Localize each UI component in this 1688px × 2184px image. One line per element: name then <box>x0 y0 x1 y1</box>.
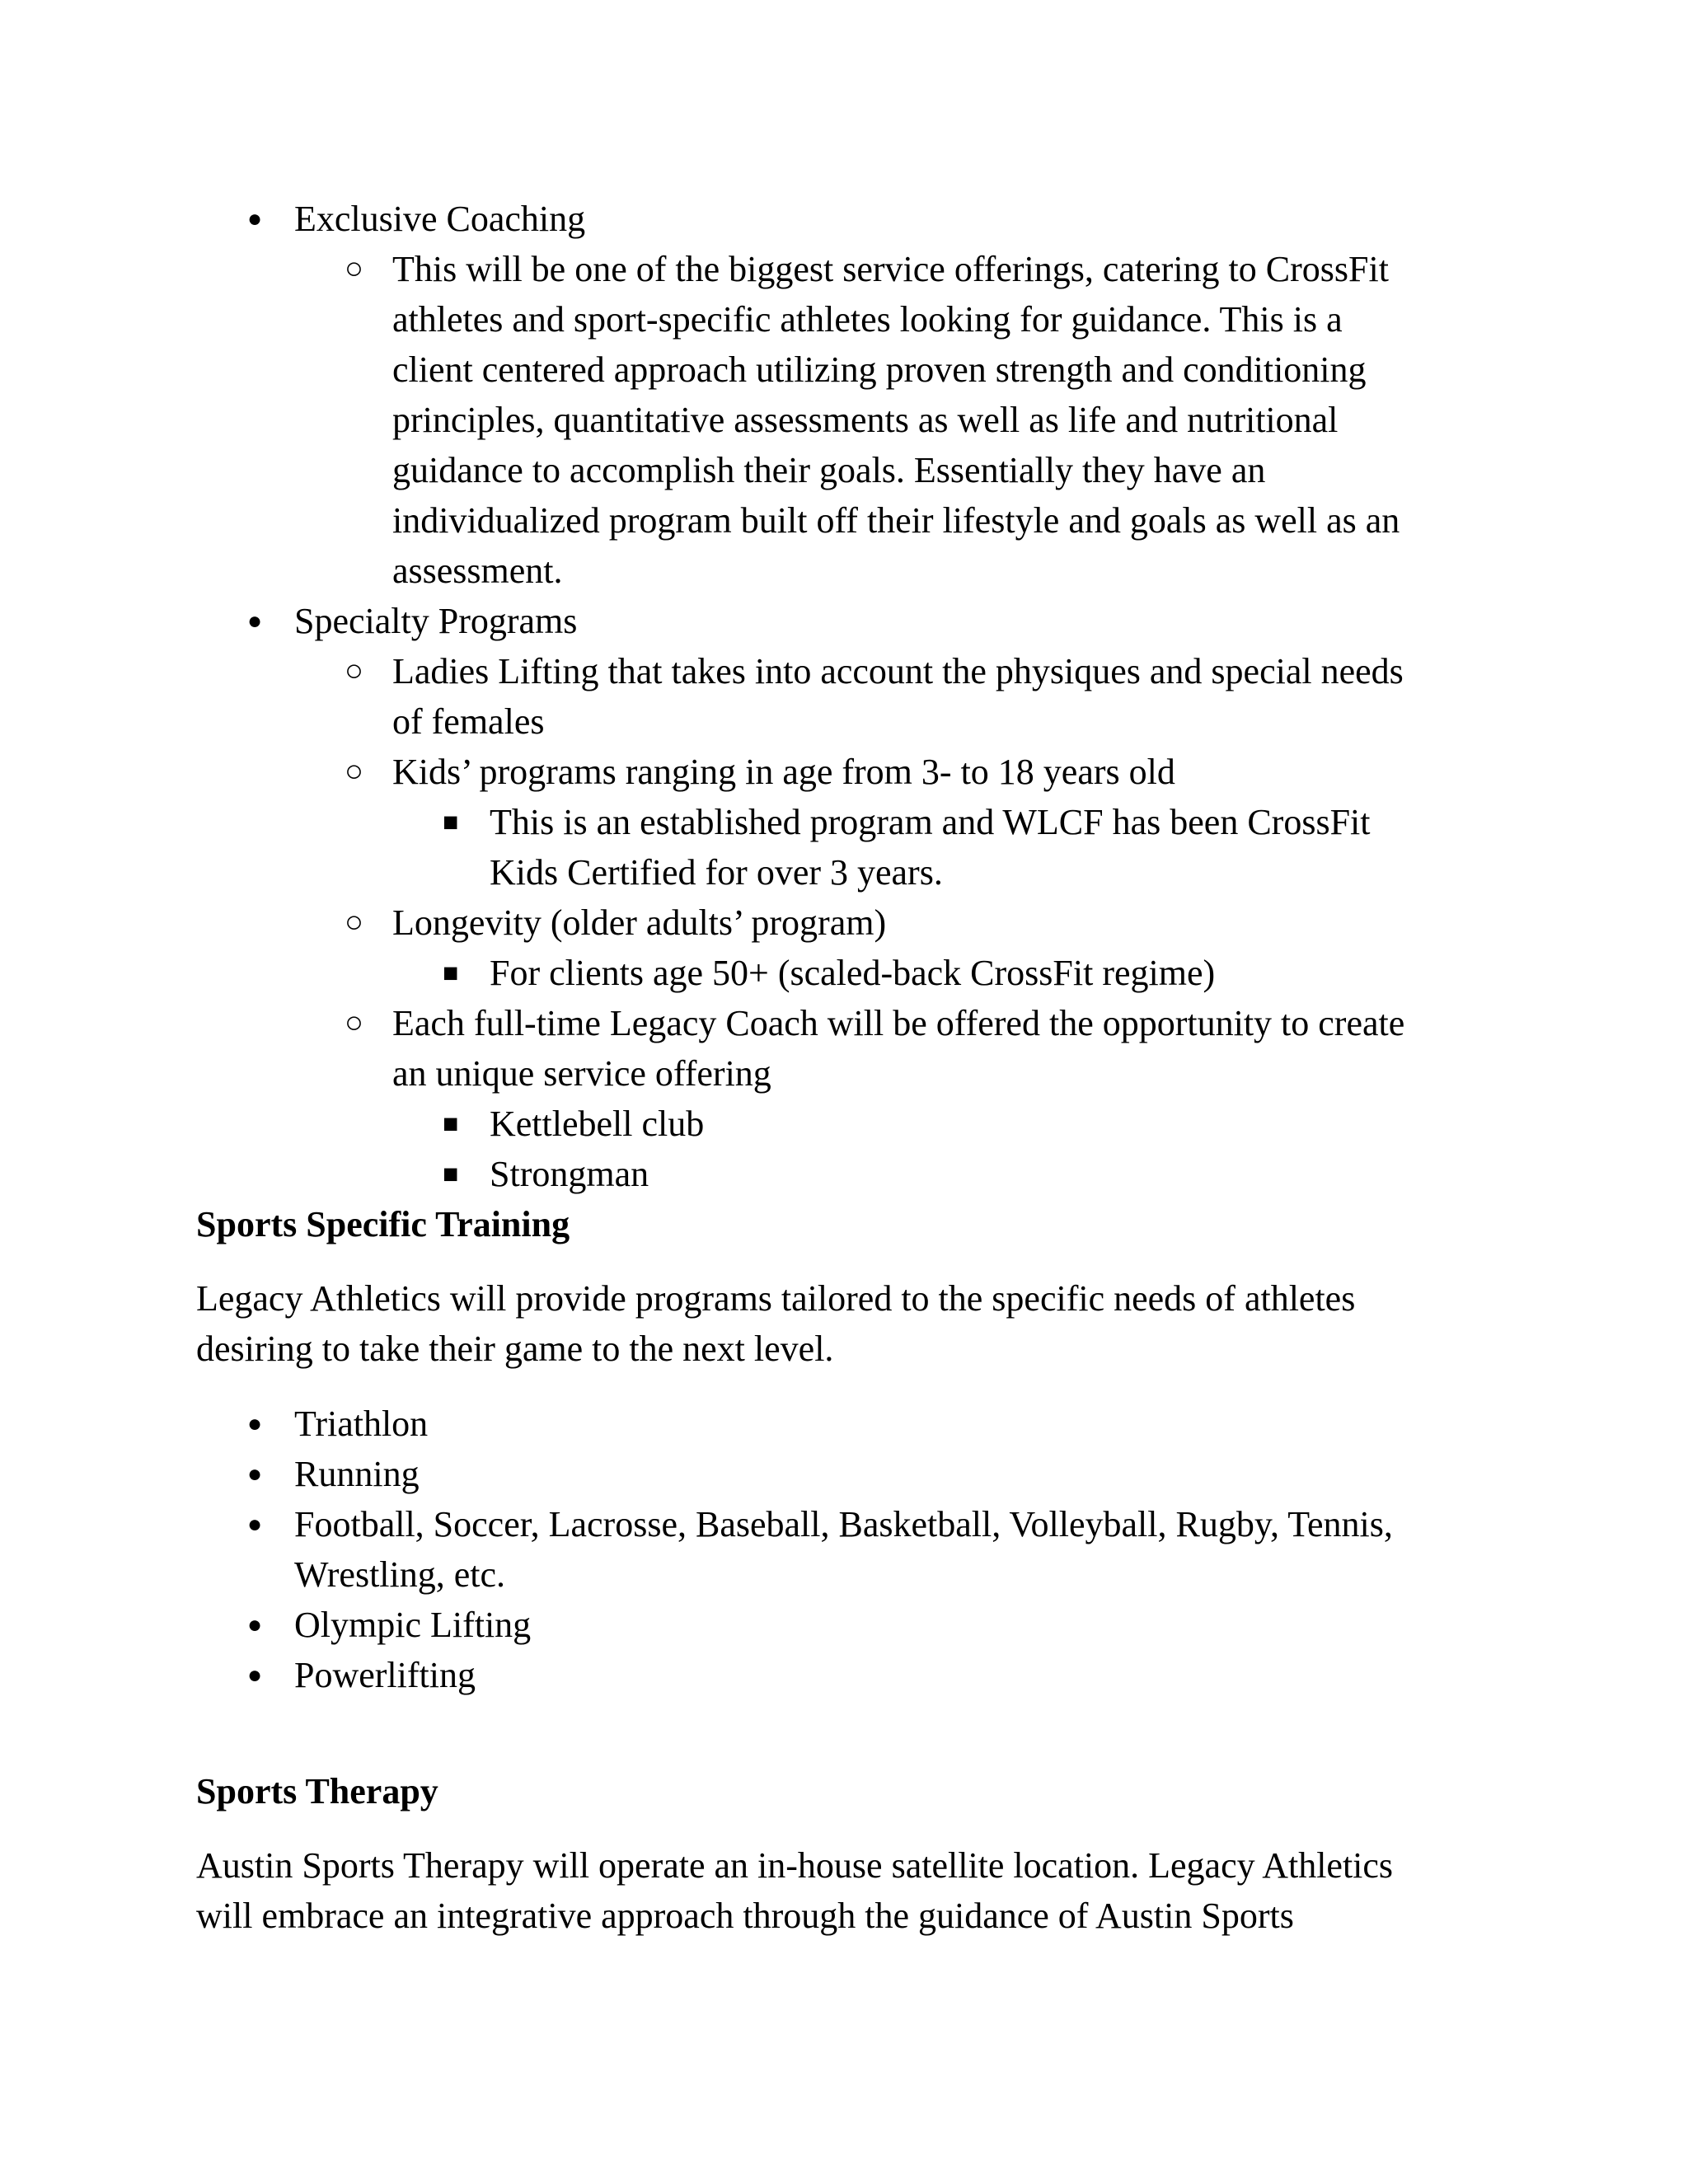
text-line: client centered approach utilizing proven strength and conditioning <box>392 349 1367 390</box>
paragraph-line: Legacy Athletics will provide programs tailored to the specific needs of athletes <box>196 1278 1356 1319</box>
list-item-exclusive-coaching: Exclusive Coaching <box>294 199 586 239</box>
list-item: Triathlon <box>294 1404 429 1444</box>
text-line: Kettlebell club <box>490 1104 705 1144</box>
bullet-square: ■ <box>443 1159 459 1188</box>
text-line: of females <box>392 701 545 742</box>
bullet-circle: ○ <box>345 654 363 688</box>
list-item: Running <box>294 1454 420 1494</box>
text-line: Each full-time Legacy Coach will be offered the opportunity to create <box>392 1003 1405 1043</box>
bullet-disc: ● <box>247 1410 263 1437</box>
bullet-square: ■ <box>443 958 459 987</box>
bullet-square: ■ <box>443 807 459 837</box>
text-line: an unique service offering <box>392 1053 771 1094</box>
list-item: Powerlifting <box>294 1655 476 1695</box>
text-line: athletes and sport-specific athletes looking for guidance. This is a <box>392 299 1343 340</box>
text-line: For clients age 50+ (scaled-back CrossFit regime) <box>490 953 1216 993</box>
list-item: Football, Soccer, Lacrosse, Baseball, Basketball, Volleyball, Rugby, Tennis, <box>294 1504 1393 1544</box>
text-line: Longevity (older adults’ program) <box>392 902 887 943</box>
paragraph-line: will embrace an integrative approach through the guidance of Austin Sports <box>196 1896 1294 1936</box>
section-heading-sports-therapy: Sports Therapy <box>196 1771 438 1811</box>
text-line: Kids Certified for over 3 years. <box>490 852 943 893</box>
list-item: Olympic Lifting <box>294 1605 532 1645</box>
text-line: This is an established program and WLCF has been CrossFit <box>490 802 1371 842</box>
bullet-disc: ● <box>247 1661 263 1689</box>
list-item-continuation: Wrestling, etc. <box>294 1554 506 1595</box>
bullet-disc: ● <box>247 205 263 232</box>
bullet-disc: ● <box>247 1460 263 1488</box>
text-line: individualized program built off their lifestyle and goals as well as an <box>392 500 1400 541</box>
text-line: This will be one of the biggest service offerings, catering to CrossFit <box>392 249 1389 289</box>
bullet-circle: ○ <box>345 251 363 286</box>
text-line: Ladies Lifting that takes into account the physiques and special needs <box>392 651 1404 691</box>
text-line: Strongman <box>490 1154 649 1194</box>
list-item-specialty-programs: Specialty Programs <box>294 601 578 641</box>
bullet-disc: ● <box>247 1611 263 1638</box>
bullet-circle: ○ <box>345 905 363 940</box>
bullet-circle: ○ <box>345 754 363 789</box>
bullet-disc: ● <box>247 1511 263 1538</box>
bullet-circle: ○ <box>345 1005 363 1040</box>
text-line: assessment. <box>392 551 563 591</box>
bullet-square: ■ <box>443 1108 459 1138</box>
text-line: Kids’ programs ranging in age from 3- to 18 years old <box>392 752 1175 792</box>
section-heading-sports-specific: Sports Specific Training <box>196 1204 570 1244</box>
paragraph-line: desiring to take their game to the next level. <box>196 1329 834 1369</box>
text-line: guidance to accomplish their goals. Essentially they have an <box>392 450 1266 490</box>
bullet-disc: ● <box>247 607 263 635</box>
paragraph-line: Austin Sports Therapy will operate an in-house satellite location. Legacy Athletics <box>196 1845 1394 1886</box>
text-line: principles, quantitative assessments as well as life and nutritional <box>392 400 1339 440</box>
